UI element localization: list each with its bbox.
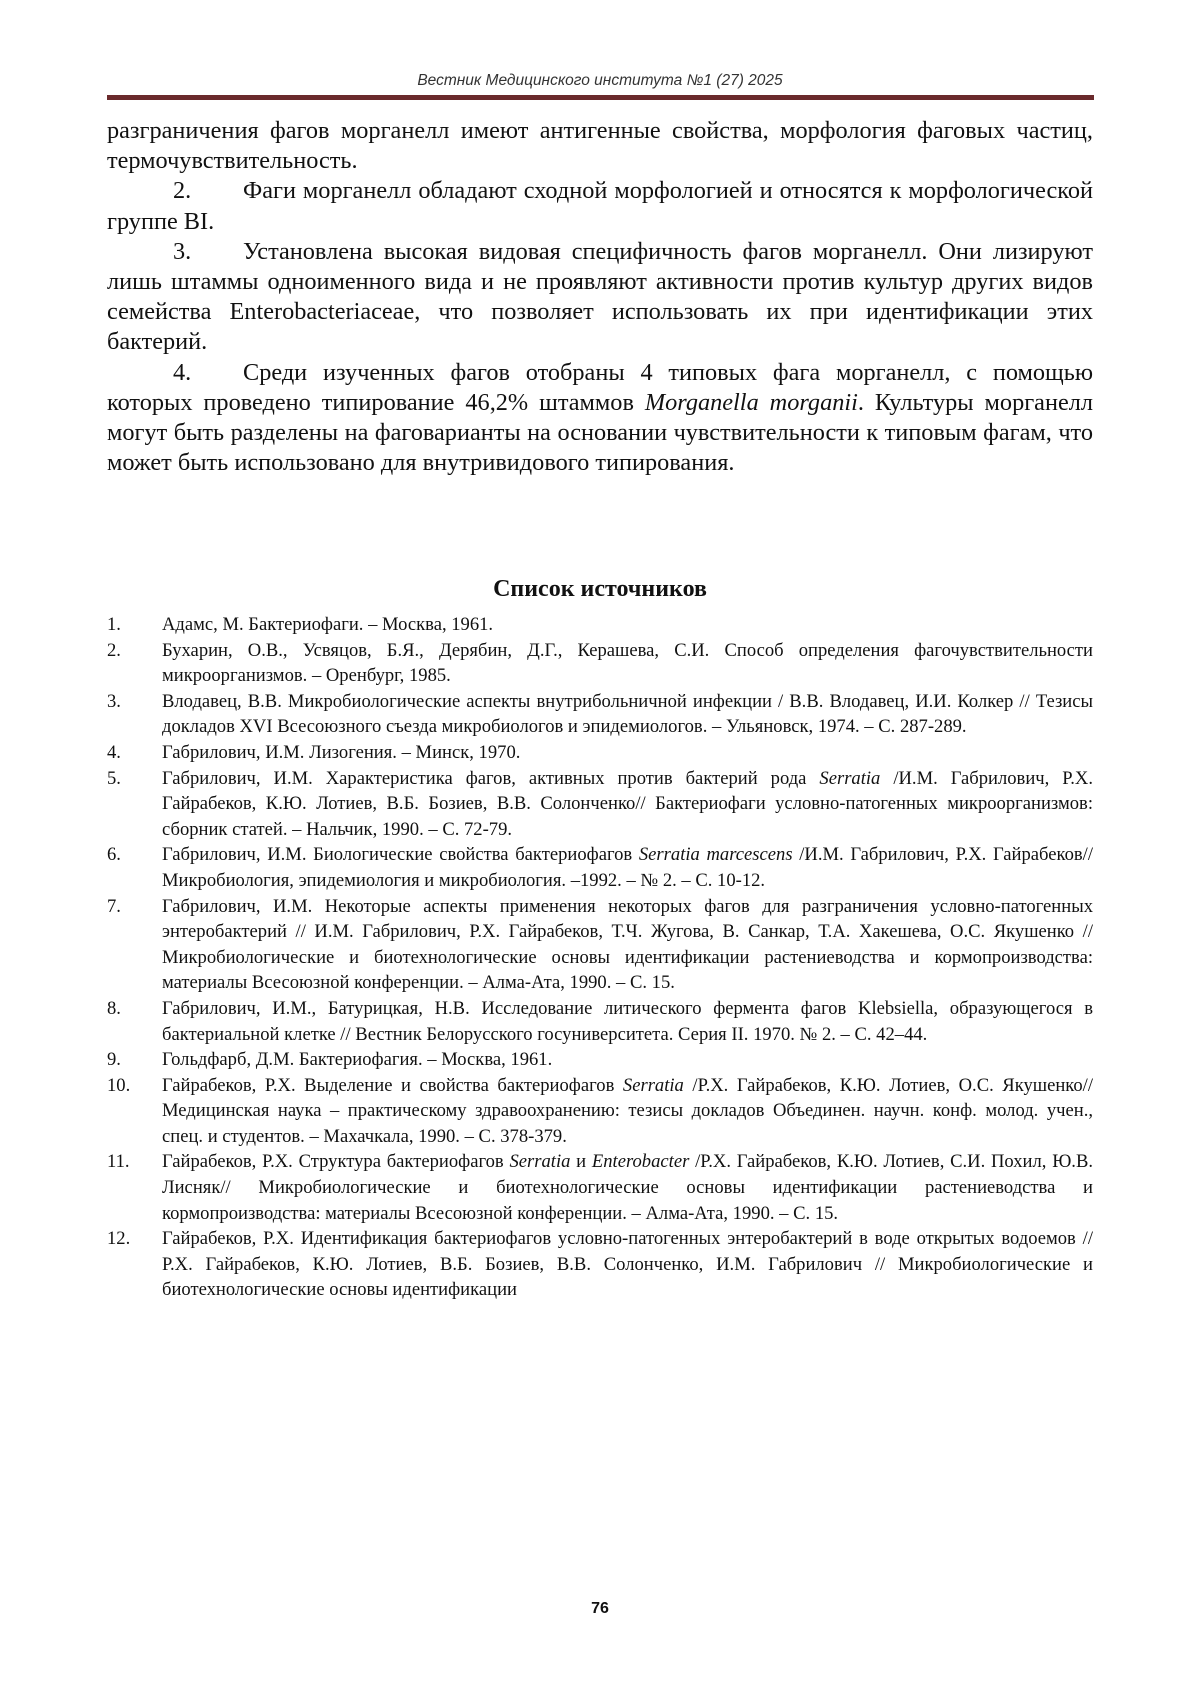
reference-text: [162, 766, 1093, 843]
text-segment: . Культуры морганелл могут быть разделены на фаговарианты на основании чувствительности к типовым фагам, что может быть использовано для внутривидового типирования.: [107, 389, 1093, 476]
page-number: 76: [0, 1600, 1200, 1618]
text-segment: Влодавец, В.В. Микробиологические аспекты внутрибольничной инфекции / В.В. Влодавец, И.И. Колкер // Тезисы докладов XVI Всесоюзного съезда микробиологов и эпидемиологов. – Ульяновск, 1974. – С. 287-289.: [162, 691, 1093, 738]
reference-item: [107, 612, 1093, 638]
reference-text: [162, 842, 1093, 893]
reference-text: [162, 1226, 1093, 1303]
reference-number: 11.: [107, 1149, 162, 1226]
reference-item: [107, 766, 1093, 843]
reference-item: [107, 1226, 1093, 1303]
reference-number: 1.: [107, 612, 162, 638]
text-segment: Бухарин, О.В., Усвяцов, Б.Я., Дерябин, Д.Г., Керашева, С.И. Способ определения фагочувствительности микроорганизмов. – Оренбург, 1985.: [162, 640, 1093, 687]
reference-text: [162, 689, 1093, 740]
reference-number: 9.: [107, 1047, 162, 1073]
reference-number: 6.: [107, 842, 162, 893]
text-segment: Габрилович, И.М. Характеристика фагов, активных против бактерий рода: [162, 768, 819, 789]
reference-number: 4.: [107, 740, 162, 766]
intro-paragraph: разграничения фагов морганелл имеют антигенные свойства, морфология фаговых частиц, термочувствительность.: [107, 116, 1093, 176]
text-segment: Установлена высокая видовая специфичность фагов морганелл. Они лизируют лишь штаммы одноименного вида и не проявляют активности против культур других видов семейства Enterobacteriaceae, что позволяет использовать их при идентификации этих бактерий.: [107, 238, 1093, 356]
conclusion-paragraph: [107, 358, 1093, 479]
header-rule: [107, 95, 1094, 100]
body-text: [107, 116, 1093, 478]
italic-term: Serratia marcescens: [639, 844, 793, 865]
reference-item: [107, 740, 1093, 766]
reference-item: [107, 1149, 1093, 1226]
reference-text: [162, 894, 1093, 996]
italic-term: Morganella morganii: [645, 389, 858, 416]
reference-number: 3.: [107, 689, 162, 740]
text-segment: и: [570, 1151, 591, 1172]
reference-item: [107, 638, 1093, 689]
reference-number: 10.: [107, 1073, 162, 1150]
reference-text: [162, 638, 1093, 689]
conclusion-paragraph: [107, 237, 1093, 358]
conclusion-number: 4.: [173, 358, 243, 388]
reference-item: [107, 842, 1093, 893]
reference-item: [107, 1047, 1093, 1073]
reference-number: 5.: [107, 766, 162, 843]
reference-number: 7.: [107, 894, 162, 996]
text-segment: Среди изученных фагов отобраны 4 типовых фага морганелл, с помощью которых проведено типирование 46,2% штаммов: [107, 359, 1093, 416]
text-segment: Гольдфарб, Д.М. Бактериофагия. – Москва, 1961.: [162, 1049, 552, 1070]
text-segment: Гайрабеков, Р.Х. Структура бактериофагов: [162, 1151, 509, 1172]
reference-item: [107, 689, 1093, 740]
reference-text: [162, 740, 1093, 766]
text-segment: Габрилович, И.М. Некоторые аспекты применения некоторых фагов для разграничения условно-патогенных энтеробактерий // И.М. Габрилович, Р.Х. Гайрабеков, Т.Ч. Жугова, В. Санкар, Т.А. Хакешева, О.С. Якушенко // Микробиологические и биотехнологические основы идентификации растениеводства и кормопроизводства: материалы Всесоюзной конференции. – Алма-Ата, 1990. – С. 15.: [162, 896, 1093, 994]
journal-header: Вестник Медицинского института №1 (27) 2025: [107, 72, 1093, 90]
text-segment: Гайрабеков, Р.Х. Идентификация бактериофагов условно-патогенных энтеробактерий в воде открытых водоемов // Р.Х. Гайрабеков, К.Ю. Лотиев, В.Б. Бозиев, В.В. Солонченко, И.М. Габрилович // Микробиологические и биотехнологические основы идентификации: [162, 1228, 1093, 1300]
conclusion-number: 2.: [173, 176, 243, 206]
references-list: [107, 612, 1093, 1303]
references-title: Список источников: [107, 576, 1093, 603]
text-segment: Гайрабеков, Р.Х. Выделение и свойства бактериофагов: [162, 1075, 623, 1096]
text-segment: Фаги морганелл обладают сходной морфологией и относятся к морфологической группе BI.: [107, 177, 1093, 234]
text-segment: /Р.Х. Гайрабеков, К.Ю. Лотиев, О.С. Якушенко// Медицинская наука – практическому здравоохранению: тезисы докладов Объединен. научн. конф. молод. учен., спец. и студентов. – Махачкала, 1990. – С. 378-379.: [162, 1075, 1093, 1147]
reference-text: [162, 612, 1093, 638]
conclusions-list: [107, 176, 1093, 478]
italic-term: Enterobacter: [592, 1151, 689, 1172]
reference-number: 8.: [107, 996, 162, 1047]
conclusion-number: 3.: [173, 237, 243, 267]
italic-term: Serratia: [623, 1075, 684, 1096]
text-segment: Адамс, М. Бактериофаги. – Москва, 1961.: [162, 614, 493, 635]
reference-number: 2.: [107, 638, 162, 689]
text-segment: /И.М. Габрилович, Р.Х. Гайрабеков// Микробиология, эпидемиология и микробиология. –1992. – № 2. – С. 10-12.: [162, 844, 1093, 891]
reference-text: [162, 996, 1093, 1047]
text-segment: /Р.Х. Гайрабеков, К.Ю. Лотиев, С.И. Похил, Ю.В. Лисняк// Микробиологические и биотехнологические основы идентификации растениеводства и кормопроизводства: материалы Всесоюзной конференции. – Алма-Ата, 1990. – С. 15.: [162, 1151, 1093, 1223]
reference-text: [162, 1073, 1093, 1150]
reference-item: [107, 996, 1093, 1047]
reference-item: [107, 1073, 1093, 1150]
reference-text: [162, 1149, 1093, 1226]
text-segment: Габрилович, И.М. Биологические свойства бактериофагов: [162, 844, 639, 865]
text-segment: Габрилович, И.М. Лизогения. – Минск, 1970.: [162, 742, 520, 763]
reference-number: 12.: [107, 1226, 162, 1303]
reference-item: [107, 894, 1093, 996]
conclusion-paragraph: [107, 176, 1093, 236]
reference-text: [162, 1047, 1093, 1073]
italic-term: Serratia: [819, 768, 880, 789]
text-segment: Габрилович, И.М., Батурицкая, Н.В. Исследование литического фермента фагов Klebsiella, образующегося в бактериальной клетке // Вестник Белорусского госуниверситета. Серия II. 1970. № 2. – С. 42–44.: [162, 998, 1093, 1045]
text-segment: /И.М. Габрилович, Р.Х. Гайрабеков, К.Ю. Лотиев, В.Б. Бозиев, В.В. Солонченко// Бактериофаги условно-патогенных микроорганизмов: сборник статей. – Нальчик, 1990. – С. 72-79.: [162, 768, 1093, 840]
italic-term: Serratia: [509, 1151, 570, 1172]
